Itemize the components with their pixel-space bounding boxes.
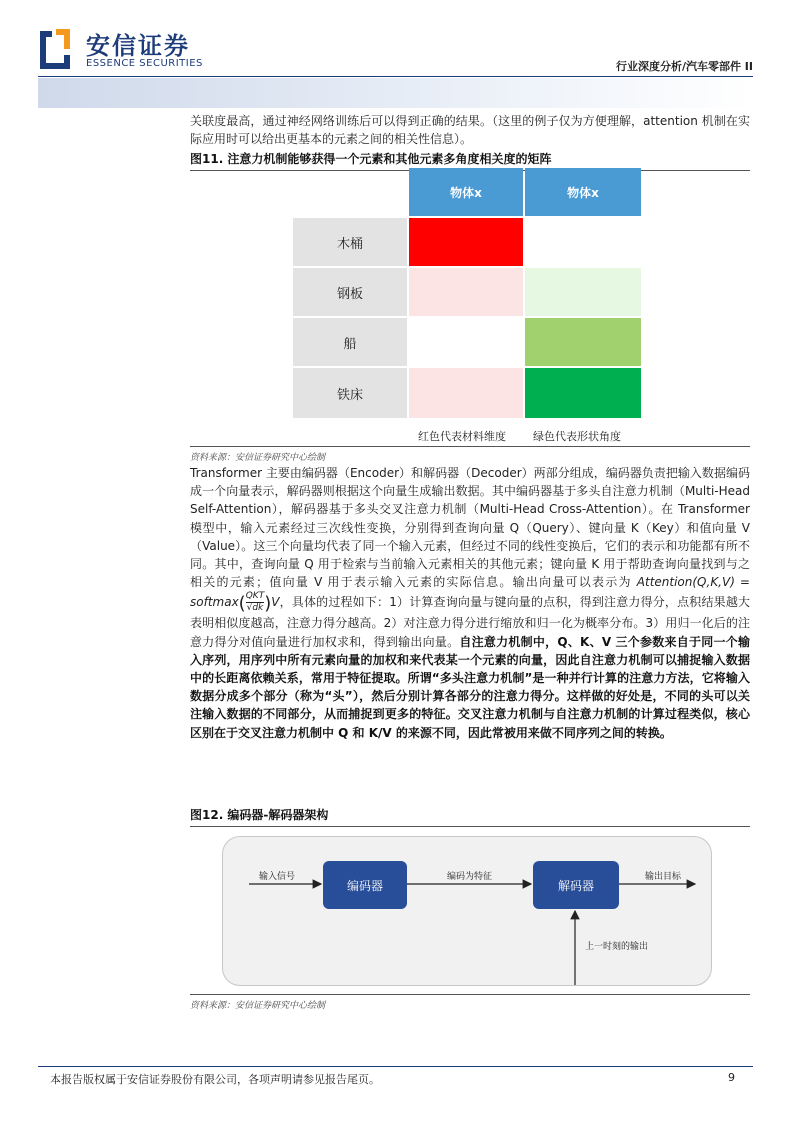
formula-numerator: QKT bbox=[245, 591, 265, 602]
matrix-col-header-1: 物体x bbox=[409, 168, 523, 216]
diagram-arrows bbox=[223, 837, 713, 987]
matrix-cell bbox=[525, 368, 641, 418]
matrix-cell bbox=[525, 218, 641, 266]
essence-logo-icon bbox=[38, 27, 72, 69]
encoder-box: 编码器 bbox=[323, 861, 407, 909]
figure12-source: 资料来源：安信证券研究中心绘制 bbox=[190, 994, 750, 1011]
matrix-cell bbox=[409, 368, 523, 418]
legend-green: 绿色代表形状角度 bbox=[533, 430, 621, 443]
figure11-title: 图11. 注意力机制能够获得一个元素和其他元素多角度相关度的矩阵 bbox=[190, 150, 750, 171]
matrix-cell bbox=[525, 318, 641, 366]
matrix-row-label: 铁床 bbox=[293, 368, 407, 418]
body-text-part2: ，具体的过程如下：1）计算查询向量与键向量的点积，得到注意力得分，点积结果越大表明相似度越高，注意力得分越高。2）对注意力得分进行缩放和归一化为概率分布。3）用归一化后的注意力得分对值向量进行加权求和，得到输出向量。 bbox=[190, 595, 750, 649]
formula-v: V bbox=[271, 595, 280, 610]
encode-feature-label: 编码为特征 bbox=[447, 872, 493, 882]
body-bold-text: 自注意力机制中，Q、K、V 三个参数来自于同一个输入序列，用序列中所有元素向量的加权和来代表某一个元素的向量，因此自注意力机制可以捕捉输入数据中的长距离依赖关系，常用于特征提取。所谓“多头注意力机制”是一种并行计算的注意力方法，它将输入数据分成多个部分（称为“头”），然后分别计算各部分的注意力得分。这样做的好处是，不同的头可以关注输入数据的不同部分，从而捕捉到更多的特征。交叉注意力机制与自注意力机制的计算过程类似，核心区别在于交叉注意力机制中 Q 和 K/V 的来源不同，因此常被用来做不同序列之间的转换。 bbox=[190, 634, 750, 740]
header-band bbox=[38, 78, 753, 108]
brand-name-cn: 安信证券 bbox=[86, 32, 190, 60]
body-text-part1: Transformer 主要由编码器（Encoder）和解码器（Decoder）两部分组成，编码器负责把输入数据编码成一个向量表示，解码器则根据这个向量生成输出数据。其中编码器基于多头自注意力机制（Multi-Head Self-Attention），解码器基于多头交叉注意力机制（Multi-Head Cross-Attention）。在 Transformer 模型中，输入元素经过三次线性变换，分别得到查询向量 Q（Query）、键向量 K（Key）和值向量 V（Value）。这三个向量均代表了同一个输入元素，但经过不同的线性变换后，它们的表示和功能都有所不同。其中，查询向量 Q 用于检索与当前输入元素相关的其他元素；键向量 K 用于帮助查询向量找到与之相关的元素；值向量 V 用于表示输入元素的实际信息。输出向量可以表示为 bbox=[190, 466, 750, 590]
matrix-cell bbox=[525, 268, 641, 316]
intro-paragraph: 关联度最高，通过神经网络训练后可以得到正确的结果。（这里的例子仅为方便理解，attention 机制在实际应用时可以给出更基本的元素之间的相关性信息）。 bbox=[190, 114, 750, 147]
body-paragraph: Transformer 主要由编码器（Encoder）和解码器（Decoder）两部分组成，编码器负责把输入数据编码成一个向量表示，解码器则根据这个向量生成输出数据。其中编码器基于多头自注意力机制（Multi-Head Self-Attention），解码器基于多头交叉注意力机制（Multi-Head Cross-Attention）。在 Transformer 模型中，输入元素经过三次线性变换，分别得到查询向量 Q（Query）、键向量 K（Key）和值向量 V（Value）。这三个向量均代表了同一个输入元素，但经过不同的线性变换后，它们的表示和功能都有所不同。其中，查询向量 Q 用于检索与当前输入元素相关的其他元素；键向量 K 用于帮助查询向量找到与之相关的元素；值向量 V 用于表示输入元素的实际信息。输出向量可以表示为 Attention(Q,K,V) = softmax( QKT √dk )V，具体的过程如下：1）计算查询向量与键向量的点积，得到注意力得分，点积结果越大表明相似度越高，注意力得分越高。2）对注意力得分进行缩放和归一化为概率分布。3）用归一化后的注意力得分对值向量进行加权求和，得到输出向量。自注意力机制中，Q、K、V 三个参数来自于同一个输入序列，用序列中所有元素向量的加权和来代表某一个元素的向量，因此自注意力机制可以捕捉输入数据中的长距离依赖关系，常用于特征提取。所谓“多头注意力机制”是一种并行计算的注意力方法，它将输入数据分成多个部分（称为“头”），然后分别计算各部分的注意力得分。这样做的好处是，不同的头可以关注输入数据的不同部分，从而捕捉到更多的特征。交叉注意力机制与自注意力机制的计算过程类似，核心区别在于交叉注意力机制中 Q 和 K/V 的来源不同，因此常被用来做不同序列之间的转换。 bbox=[190, 466, 750, 740]
legend-red: 红色代表材料维度 bbox=[418, 430, 506, 443]
matrix-row-label: 船 bbox=[293, 318, 407, 366]
formula-denominator: √dk bbox=[246, 603, 264, 614]
page-number: 9 bbox=[728, 1071, 735, 1084]
report-category: 行业深度分析/汽车零部件 II bbox=[615, 60, 753, 73]
attention-matrix bbox=[293, 168, 641, 418]
figure11-source: 资料来源：安信证券研究中心绘制 bbox=[190, 446, 750, 463]
previous-output-label: 上一时刻的输出 bbox=[585, 942, 649, 952]
matrix-cell bbox=[409, 218, 523, 266]
output-target-label: 输出目标 bbox=[645, 872, 682, 882]
header-divider bbox=[38, 76, 753, 77]
formula-lhs: Attention(Q,K,V) = bbox=[636, 575, 750, 590]
matrix-cell bbox=[409, 318, 523, 366]
input-signal-label: 输入信号 bbox=[259, 872, 296, 882]
footer-disclaimer: 本报告版权属于安信证券股份有限公司，各项声明请参见报告尾页。 bbox=[50, 1073, 380, 1086]
matrix-row-label: 木桶 bbox=[293, 218, 407, 266]
matrix-cell bbox=[409, 268, 523, 316]
decoder-box: 解码器 bbox=[533, 861, 619, 909]
figure12-title: 图12. 编码器-解码器架构 bbox=[190, 806, 750, 827]
brand-name-en: ESSENCE SECURITIES bbox=[86, 58, 203, 69]
matrix-col-header-2: 物体x bbox=[525, 168, 641, 216]
footer-divider bbox=[38, 1066, 753, 1067]
formula-softmax: softmax bbox=[190, 595, 239, 610]
matrix-row-label: 钢板 bbox=[293, 268, 407, 316]
encoder-decoder-diagram bbox=[222, 836, 712, 986]
